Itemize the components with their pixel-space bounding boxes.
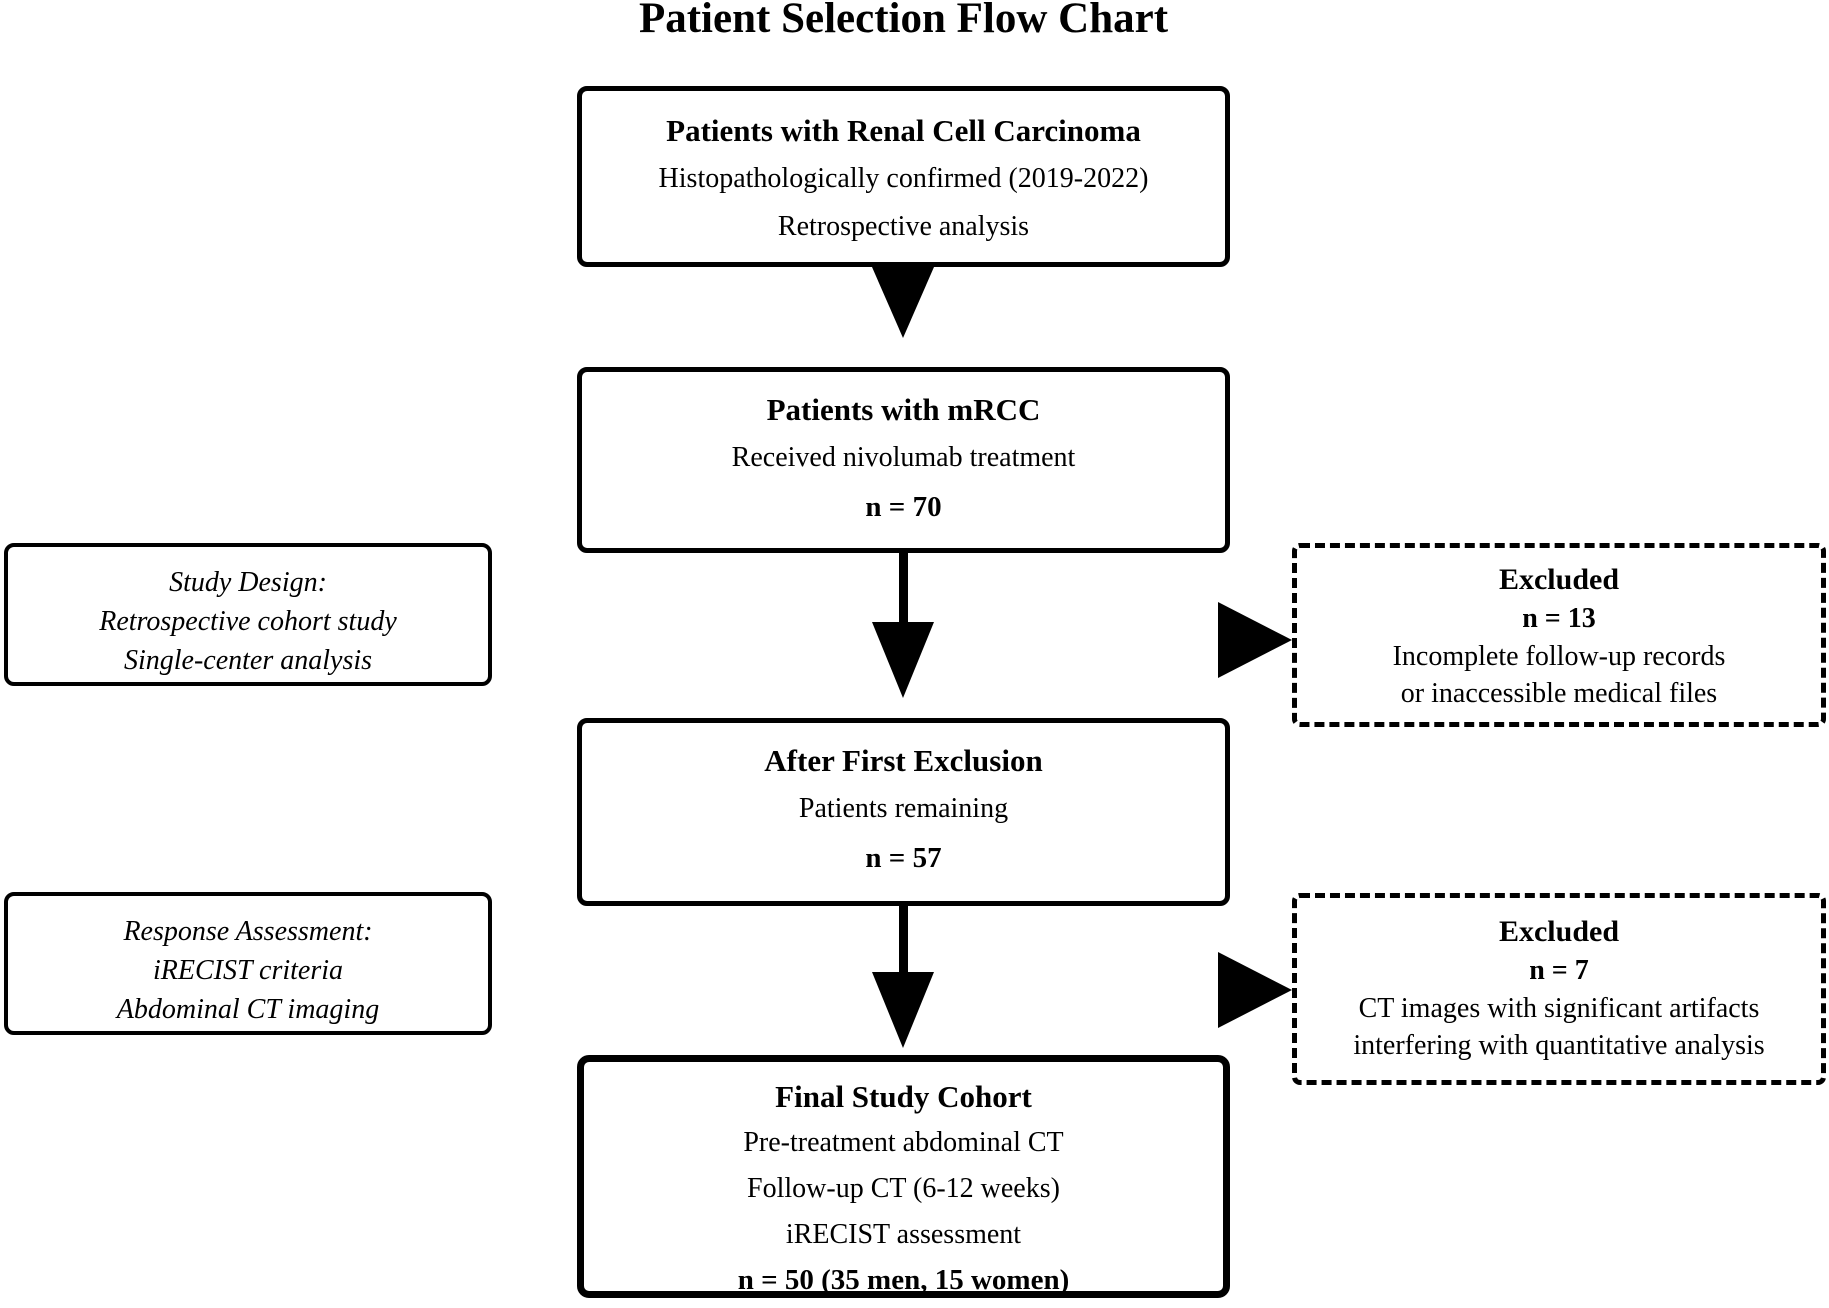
- exclusion-heading: Excluded: [1498, 915, 1620, 948]
- flow-box-heading: Patients with mRCC: [766, 392, 1041, 427]
- flow-box-renal-cell-carcinoma: [577, 86, 1230, 267]
- exclusion-box-first: [1292, 543, 1826, 727]
- down-arrow-icon: [872, 972, 934, 1048]
- flow-box-line: Received nivolumab treatment: [731, 442, 1076, 473]
- flow-box-count: n = 50 (35 men, 15 women): [737, 1264, 1070, 1296]
- flow-box-heading: After First Exclusion: [764, 743, 1043, 778]
- exclusion-line: Incomplete follow-up records: [1392, 641, 1726, 672]
- flow-box-line: Retrospective analysis: [777, 211, 1030, 242]
- exclusion-count: n = 7: [1529, 955, 1589, 986]
- side-note-line: iRECIST criteria: [152, 955, 344, 986]
- exclusion-line: or inaccessible medical files: [1400, 678, 1718, 709]
- right-arrow-icon: [1218, 602, 1292, 678]
- flow-box-heading: Final Study Cohort: [775, 1079, 1032, 1114]
- exclusion-box-second: [1292, 893, 1826, 1085]
- flow-box-count: n = 70: [865, 491, 942, 523]
- exclusion-count: n = 13: [1522, 603, 1596, 634]
- flow-box-after-first-exclusion: [577, 718, 1230, 906]
- exclusion-heading: Excluded: [1498, 563, 1620, 596]
- side-note-study-design: [4, 543, 492, 686]
- down-arrow-shaft: [899, 906, 908, 976]
- right-arrow-icon: [1218, 952, 1292, 1028]
- flow-box-mrcc: [577, 367, 1230, 553]
- down-arrow-icon: [872, 267, 934, 338]
- side-note-line: Study Design:: [169, 567, 327, 598]
- flow-box-line: Patients remaining: [798, 793, 1009, 824]
- exclusion-line: CT images with significant artifacts: [1358, 993, 1760, 1024]
- side-note-line: Response Assessment:: [123, 916, 373, 947]
- side-note-line: Abdominal CT imaging: [116, 994, 380, 1025]
- exclusion-line: interfering with quantitative analysis: [1353, 1030, 1765, 1061]
- chart-title: Patient Selection Flow Chart: [638, 0, 1169, 42]
- side-note-line: Retrospective cohort study: [99, 606, 397, 637]
- down-arrow-shaft: [899, 553, 908, 625]
- flow-box-line: Histopathologically confirmed (2019-2022): [658, 163, 1149, 194]
- down-arrow-icon: [872, 622, 934, 698]
- side-note-line: Single-center analysis: [123, 645, 373, 676]
- side-note-response-assessment: [4, 892, 492, 1035]
- flow-box-count: n = 57: [865, 842, 942, 874]
- flow-box-final-study-cohort: [577, 1055, 1230, 1298]
- flow-box-line: Pre-treatment abdominal CT: [743, 1127, 1064, 1158]
- flow-box-line: Follow-up CT (6-12 weeks): [747, 1173, 1060, 1204]
- flow-box-line: iRECIST assessment: [785, 1219, 1022, 1250]
- flow-box-heading: Patients with Renal Cell Carcinoma: [666, 113, 1141, 148]
